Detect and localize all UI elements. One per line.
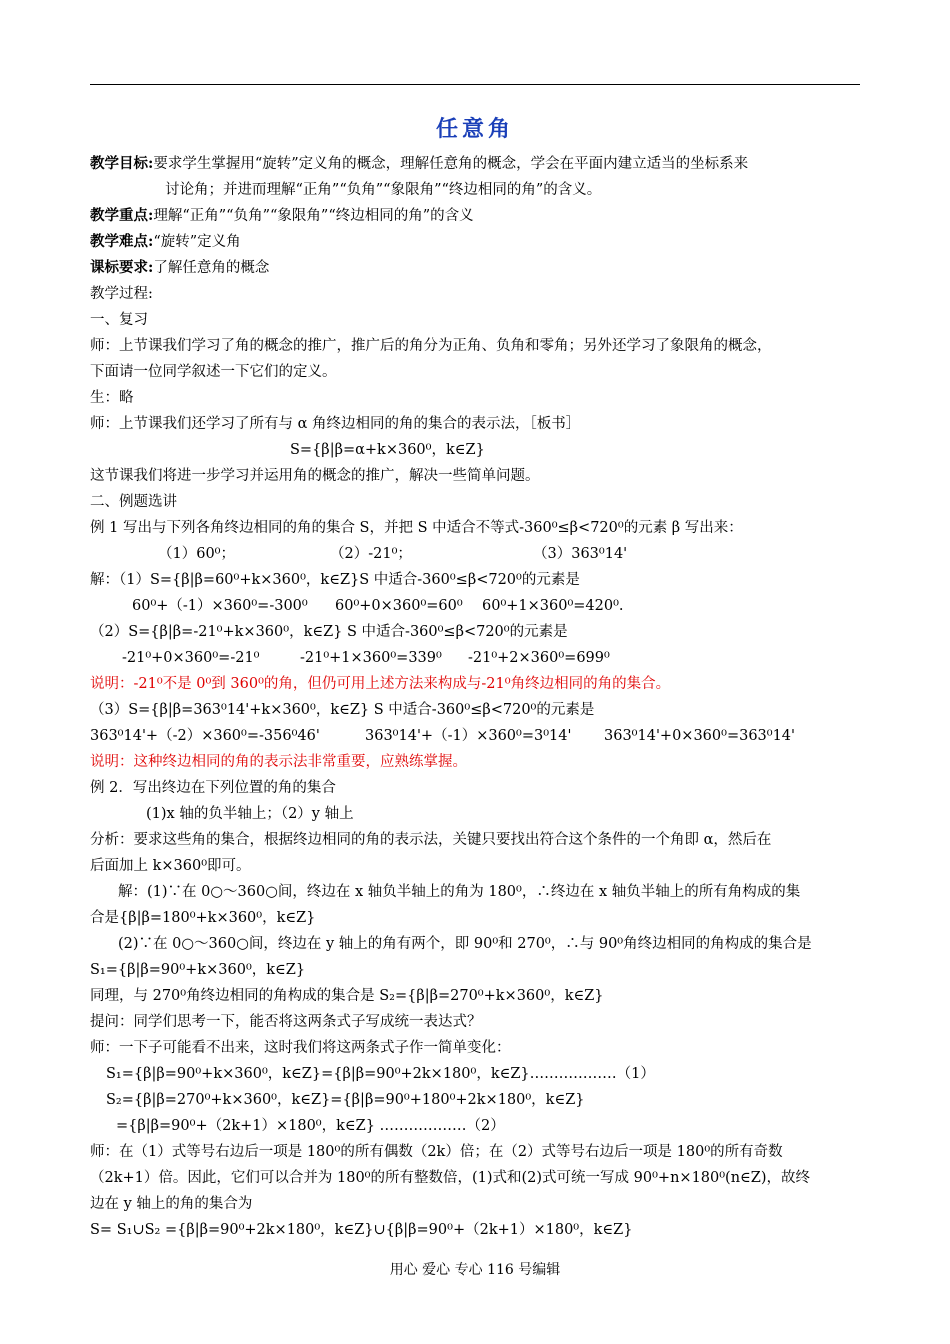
solution-3-value: 363⁰14'+0×360⁰=363⁰14' <box>604 728 796 744</box>
explanation-line-1: 师：在（1）式等号右边后一项是 180⁰的所有偶数（2k）倍；在（2）式等号右边后一项是 180⁰的所有奇数 <box>90 1144 783 1160</box>
teacher-line-3: 师：上节课我们还学习了所有与 α 角终边相同的角的集合的表示法，［板书］ <box>90 416 581 432</box>
objectives-text-cont: 讨论角；并进而理解“正角”“负角”“象限角”“终边相同的角”的含义。 <box>165 182 602 198</box>
review-heading: 一、复习 <box>90 312 148 328</box>
objectives-text: 要求学生掌握用“旋转”定义角的概念，理解任意角的概念，学会在平面内建立适当的坐标系来 <box>153 156 749 172</box>
s2-equation-cont: ={β|β=90⁰+（2k+1）×180⁰，k∈Z} ………………（2） <box>116 1118 505 1134</box>
note-1: 说明：-21⁰不是 0⁰到 360⁰的角，但仍可用上述方法来构成与-21⁰角终边相同的角的集合。 <box>90 676 671 692</box>
example-2-statement: 例 2．写出终边在下列位置的角的集合 <box>90 780 336 796</box>
key-points-text: 理解“正角”“负角”“象限角”“终边相同的角”的含义 <box>153 208 474 224</box>
s2-equation: S₂={β|β=270⁰+k×360⁰，k∈Z}={β|β=90⁰+180⁰+2k×180⁰，k∈Z} <box>106 1092 585 1108</box>
difficulty-label: 教学难点: <box>90 233 154 250</box>
example-1-statement: 例 1 写出与下列各角终边相同的角的集合 S，并把 S 中适合不等式-360⁰≤β<720⁰的元素 β 写出来： <box>90 520 743 536</box>
solution-2-value: -21⁰+1×360⁰=339⁰ <box>300 650 442 666</box>
standard-label: 课标要求: <box>90 259 154 276</box>
key-points-line <box>90 206 474 226</box>
solution-1-value: 60⁰+1×360⁰=420⁰. <box>482 598 624 614</box>
note-2: 说明：这种终边相同的角的表示法非常重要，应熟练掌握。 <box>90 754 467 770</box>
example-2-solution-2b: S₁={β|β=90⁰+k×360⁰，k∈Z} <box>90 962 306 978</box>
student-line: 生：略 <box>90 390 134 406</box>
final-formula: S= S₁∪S₂ ={β|β=90⁰+2k×180⁰，k∈Z}∪{β|β=90⁰+（2k+1）×180⁰，k∈Z} <box>90 1222 633 1238</box>
teacher-line-2: 下面请一位同学叙述一下它们的定义。 <box>90 364 337 380</box>
difficulty-line <box>90 232 241 252</box>
page-title: 任意角 <box>435 116 514 142</box>
page-footer: 用心 爱心 专心 116 号编辑 <box>389 1262 561 1278</box>
objectives-line <box>90 154 748 174</box>
key-points-label: 教学重点: <box>90 207 154 224</box>
examples-heading: 二、例题选讲 <box>90 494 177 510</box>
analysis-line-2: 后面加上 k×360⁰即可。 <box>90 858 251 874</box>
intro-line: 这节课我们将进一步学习并运用角的概念的推广，解决一些简单问题。 <box>90 468 540 484</box>
header-rule <box>90 84 860 85</box>
example-2-solution-1a: 解：(1)∵在 0○～360○间，终边在 x 轴负半轴上的角为 180⁰，∴终边在 x 轴负半轴上的所有角构成的集 <box>118 884 801 900</box>
solution-2-value: -21⁰+2×360⁰=699⁰ <box>468 650 610 666</box>
example-2-parts: (1)x 轴的负半轴上；（2）y 轴上 <box>146 806 354 822</box>
teacher-line-1: 师：上节课我们学习了角的概念的推广，推广后的角分为正角、负角和零角；另外还学习了象限角的概念， <box>90 338 772 354</box>
difficulty-text: “旋转”定义角 <box>153 234 241 250</box>
teacher-transform-line: 师：一下子可能看不出来，这时我们将这两条式子作一简单变化： <box>90 1040 511 1056</box>
solution-2-value: -21⁰+0×360⁰=-21⁰ <box>122 650 260 666</box>
process-heading: 教学过程: <box>90 286 153 302</box>
solution-3-value: 363⁰14'+（-1）×360⁰=3⁰14' <box>365 728 572 744</box>
example-2-solution-1b: 合是{β|β=180⁰+k×360⁰，k∈Z} <box>90 910 316 926</box>
similarly-line: 同理，与 270⁰角终边相同的角构成的集合是 S₂={β|β=270⁰+k×360⁰，k∈Z} <box>90 988 604 1004</box>
standard-line <box>90 258 269 278</box>
example-2-solution-2a: (2)∵在 0○～360○间，终边在 y 轴上的角有两个，即 90⁰和 270⁰，∴与 90⁰角终边相同的角构成的集合是 <box>118 936 812 952</box>
example-1-part-2: （2）-21⁰； <box>330 546 412 562</box>
objectives-label: 教学目标: <box>90 155 154 172</box>
explanation-line-3: 边在 y 轴上的角的集合为 <box>90 1196 253 1212</box>
explanation-line-2: （2k+1）倍。因此，它们可以合并为 180⁰的所有整数倍，(1)式和(2)式可统一写成 90⁰+n×180⁰(n∈Z)，故终 <box>90 1170 811 1186</box>
example-1-part-3: （3）363⁰14' <box>533 546 628 562</box>
example-1-part-1: （1）60⁰； <box>158 546 235 562</box>
example-1-solution-2: （2）S={β|β=-21⁰+k×360⁰，k∈Z} S 中适合-360⁰≤β<720⁰的元素是 <box>90 624 568 640</box>
solution-1-value: 60⁰+0×360⁰=60⁰ <box>335 598 463 614</box>
formula-s: S={β|β=α+k×360⁰，k∈Z} <box>290 442 485 458</box>
example-1-solution-3: （3）S={β|β=363⁰14'+k×360⁰，k∈Z} S 中适合-360⁰≤β<720⁰的元素是 <box>90 702 595 718</box>
solution-3-value: 363⁰14'+（-2）×360⁰=-356⁰46' <box>90 728 320 744</box>
s1-equation: S₁={β|β=90⁰+k×360⁰，k∈Z}={β|β=90⁰+2k×180⁰，k∈Z}………………（1） <box>106 1066 655 1082</box>
standard-text: 了解任意角的概念 <box>153 260 270 276</box>
solution-1-value: 60⁰+（-1）×360⁰=-300⁰ <box>132 598 308 614</box>
example-1-solution-1: 解：（1）S={β|β=60⁰+k×360⁰，k∈Z}S 中适合-360⁰≤β<720⁰的元素是 <box>90 572 580 588</box>
analysis-line-1: 分析：要求这些角的集合，根据终边相同的角的表示法，关键只要找出符合这个条件的一个角即 α，然后在 <box>90 832 772 848</box>
question-line: 提问：同学们思考一下，能否将这两条式子写成统一表达式？ <box>90 1014 482 1030</box>
